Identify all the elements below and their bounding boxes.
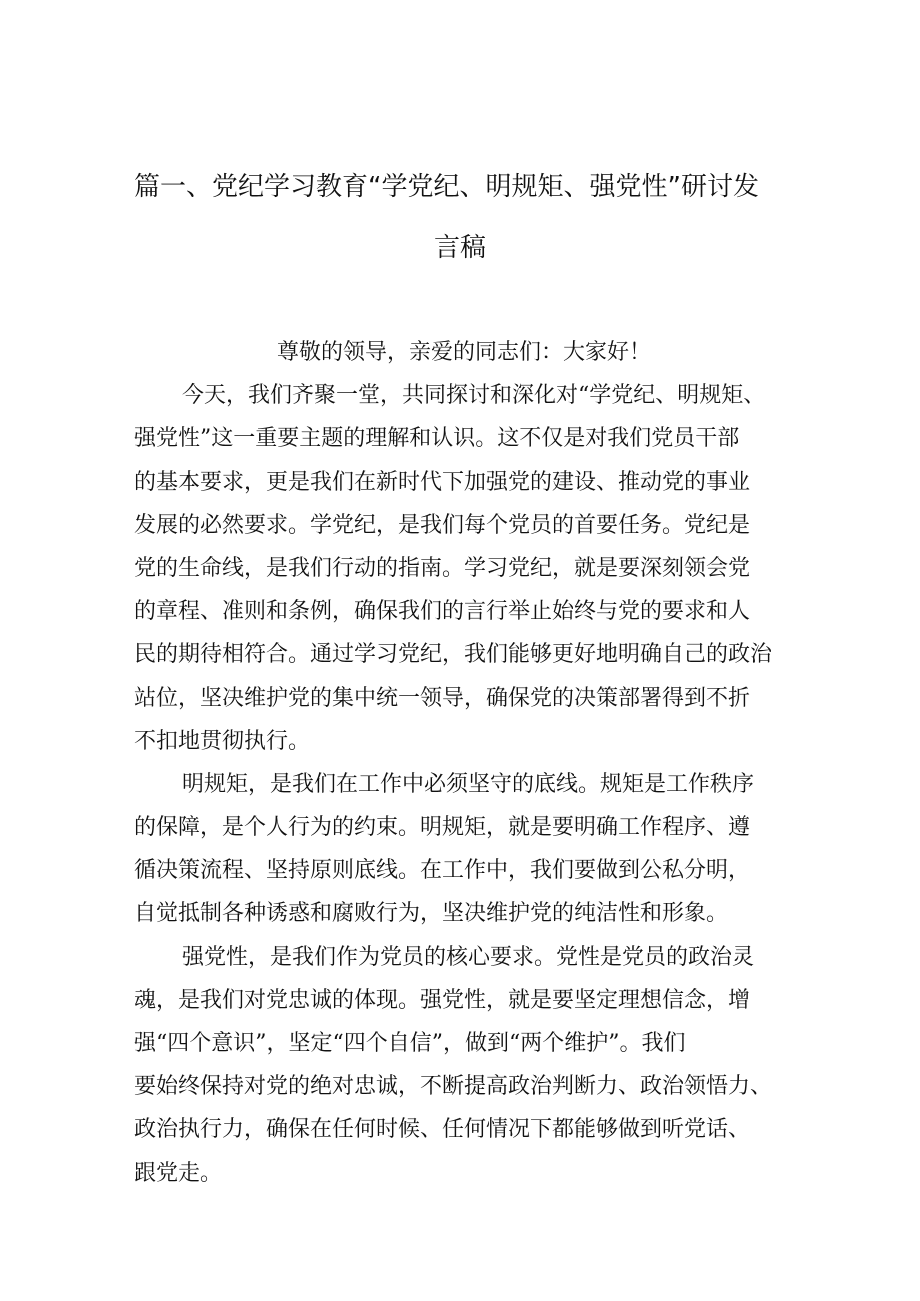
paragraph-1-line: 的章程、准则和条例，确保我们的言行举止始终与党的要求和人 (134, 599, 751, 625)
paragraph-1-line: 民的期待相符合。通过学习党纪，我们能够更好地明确自己的政治 (134, 642, 773, 668)
paragraph-1-line: 站位，坚决维护党的集中统一领导，确保党的决策部署得到不折 (134, 685, 751, 711)
document-title-line-1: 篇一、党纪学习教育“学党纪、明规矩、强党性”研讨发 (134, 172, 759, 202)
paragraph-1-line: 的基本要求，更是我们在新时代下加强党的建设、推动党的事业 (134, 469, 751, 495)
paragraph-3-line: 强党性，是我们作为党员的核心要求。党性是党员的政治灵 (182, 944, 755, 970)
paragraph-2-line: 循决策流程、坚持原则底线。在工作中，我们要做到公私分明， (134, 858, 751, 884)
paragraph-2-line: 明规矩，是我们在工作中必须坚守的底线。规矩是工作秩序 (182, 771, 755, 797)
paragraph-1-line: 强党性”这一重要主题的理解和认识。这不仅是对我们党员干部 (134, 426, 740, 452)
paragraph-2-line: 自觉抵制各种诱惑和腐败行为，坚决维护党的纯洁性和形象。 (134, 901, 729, 927)
paragraph-1-line: 不扣地贯彻执行。 (134, 728, 311, 754)
paragraph-3-line: 魂，是我们对党忠诚的体现。强党性，就是要坚定理想信念，增 (134, 987, 751, 1013)
paragraph-1-line: 今天，我们齐聚一堂，共同探讨和深化对“学党纪、明规矩、 (182, 383, 766, 409)
greeting-line: 尊敬的领导，亲爱的同志们：大家好！ (276, 340, 651, 365)
document-body (134, 331, 794, 1195)
paragraph-3-line: 要始终保持对党的绝对忠诚，不断提高政治判断力、政治领悟力、 (134, 1074, 773, 1100)
paragraph-1-line: 党的生命线，是我们行动的指南。学习党纪，就是要深刻领会党 (134, 555, 751, 581)
paragraph-2-line: 的保障，是个人行为的约束。明规矩，就是要明确工作程序、遵 (134, 815, 751, 841)
paragraph-1-line: 发展的必然要求。学党纪，是我们每个党员的首要任务。党纪是 (134, 512, 751, 538)
paragraph-3-line: 强“四个意识”，坚定“四个自信”，做到“两个维护”。我们 (134, 1031, 686, 1056)
paragraph-3-line: 跟党走。 (134, 1160, 223, 1186)
document-title-line-2: 言稿 (433, 233, 486, 263)
paragraph-3-line: 政治执行力，确保在任何时候、任何情况下都能够做到听党话、 (134, 1117, 751, 1143)
